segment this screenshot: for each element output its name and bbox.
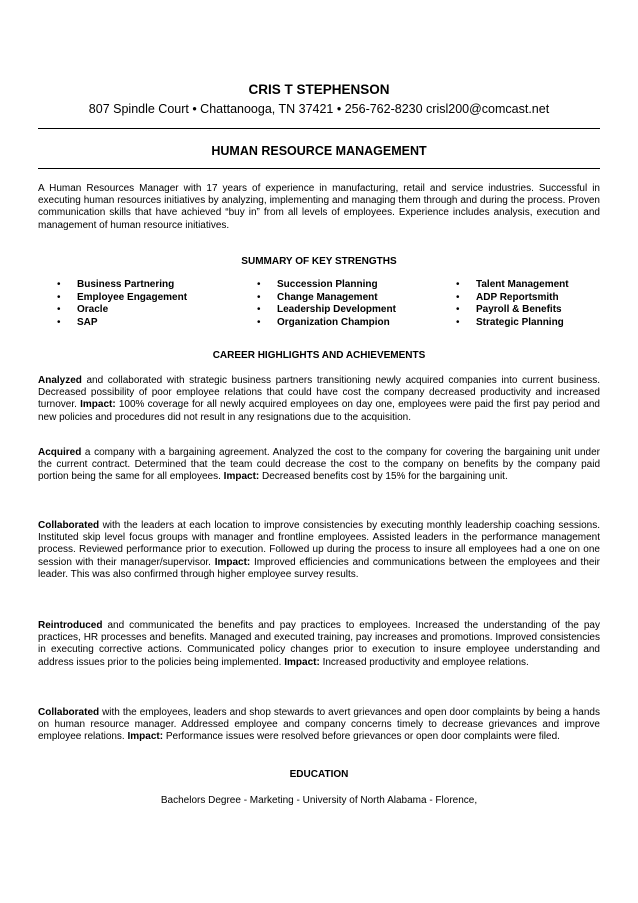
strength-item: • Oracle	[57, 304, 109, 316]
bullet-icon: •	[57, 304, 61, 316]
strength-item: • Employee Engagement	[57, 291, 188, 303]
strength-item: • Business Partnering	[57, 279, 175, 290]
bullet-icon: •	[257, 291, 261, 303]
bullet-icon: •	[57, 279, 61, 290]
strength-item: • Succession Planning	[257, 279, 378, 290]
achievement-lead: Collaborated	[38, 520, 100, 531]
strengths-heading: SUMMARY OF KEY STRENGTHS	[241, 256, 397, 267]
divider-bottom	[38, 168, 600, 169]
impact-label: Impact:	[214, 556, 251, 568]
bullet-icon: •	[456, 291, 460, 303]
strengths-column-1	[57, 279, 187, 329]
achievement-paragraph: Reintroduced and communicated the benefits and pay practices to employees. Increased the understanding of the pay practices, HR processes and benefits. Managed and executed training, pay increases and promotions. Improved consistencies in executing corrective actions. Communicated policy changes prior to execution to insure employee understanding and address issues prior to the policies being implemented. Impact: Increased productivity and employee relations.	[38, 620, 600, 668]
bullet-icon: •	[57, 316, 61, 328]
professional-summary: A Human Resources Manager with 17 years of experience in manufacturing, retail and service industries. Successful in executing human resources initiatives by analyzing, implementing and managing them through and during the process. Proven communication skills that have achieved “buy in” from all levels of employees. Experience includes analysis, execution and management of human resource initiatives.	[38, 183, 600, 231]
strengths-column-2	[257, 279, 396, 329]
bullet-icon: •	[257, 304, 261, 316]
strength-item: • Leadership Development	[257, 304, 396, 316]
strength-item: • SAP	[57, 316, 98, 328]
strength-item: • Talent Management	[456, 279, 569, 290]
achievement-paragraph: Acquired a company with a bargaining agreement. Analyzed the cost to the company for covering the bargaining unit under the current contract. Determined that the team could decrease the cost to the company on benefits by the company paid portion being the same for all employees. Impact: Decreased benefits cost by 15% for the bargaining unit.	[38, 447, 600, 483]
achievement-lead: Acquired	[38, 447, 82, 458]
impact-label: Impact:	[284, 656, 320, 668]
career-heading: CAREER HIGHLIGHTS AND ACHIEVEMENTS	[212, 350, 426, 361]
achievement-paragraph: Collaborated with the employees, leaders and shop stewards to avert grievances and open door complaints by being a hands on human resource manager. Addressed employee and company concerns timely to decrease grievances and improve employee relations. Impact: Performance issues were resolved before grievances or open door complaints were filed.	[38, 707, 600, 743]
impact-label: Impact:	[127, 731, 164, 743]
strength-item: • Payroll & Benefits	[456, 304, 562, 316]
strength-item: • Organization Champion	[257, 316, 390, 328]
impact-label: Impact:	[80, 399, 116, 411]
education-degree: Bachelors Degree - Marketing - University of North Alabama - Florence,	[160, 795, 478, 806]
bullet-icon: •	[257, 316, 261, 328]
achievement-lead: Reintroduced	[38, 620, 103, 631]
impact-label: Impact:	[223, 471, 260, 483]
achievement-lead: Analyzed	[38, 375, 82, 386]
strength-item: • Strategic Planning	[456, 316, 564, 328]
education-heading: EDUCATION	[289, 769, 349, 780]
contact-line: 807 Spindle Court • Chattanooga, TN 37421 • 256-762-8230 crisl200@comcast.net	[88, 102, 550, 116]
achievement-paragraph: Collaborated with the leaders at each location to improve consistencies by executing monthly leadership coaching sessions. Instituted skip level focus groups with manager and frontline employees. Assisted leaders in the performance management process. Reviewed performance prior to execution. Followed up during the process to insure all employees had a one on one session with their manager/supervisor. Impact: Improved efficiencies and communications between the employees and their leader. This was also confirmed through higher employee survey results.	[38, 520, 601, 580]
bullet-icon: •	[57, 291, 61, 303]
divider-top	[38, 128, 600, 129]
strengths-column-3	[456, 279, 569, 329]
bullet-icon: •	[257, 279, 261, 290]
strength-item: • Change Management	[257, 291, 378, 303]
bullet-icon: •	[456, 304, 460, 316]
strength-item: • ADP Reportsmith	[456, 291, 559, 303]
resume-title: HUMAN RESOURCE MANAGEMENT	[211, 144, 427, 158]
bullet-icon: •	[456, 279, 460, 290]
achievement-paragraph: Analyzed and collaborated with strategic business partners transitioning newly acquired companies into current business. Decreased possibility of poor employee relations that could have cost the company decreased productivity and increased turnover. Impact: 100% coverage for all newly acquired employees on day one, employees were paid the first pay period and new policies and procedures did not result in any resignations due to the acquisition.	[38, 375, 600, 423]
bullet-icon: •	[456, 316, 460, 328]
achievement-lead: Collaborated	[38, 707, 100, 718]
candidate-name: CRIS T STEPHENSON	[248, 82, 390, 97]
